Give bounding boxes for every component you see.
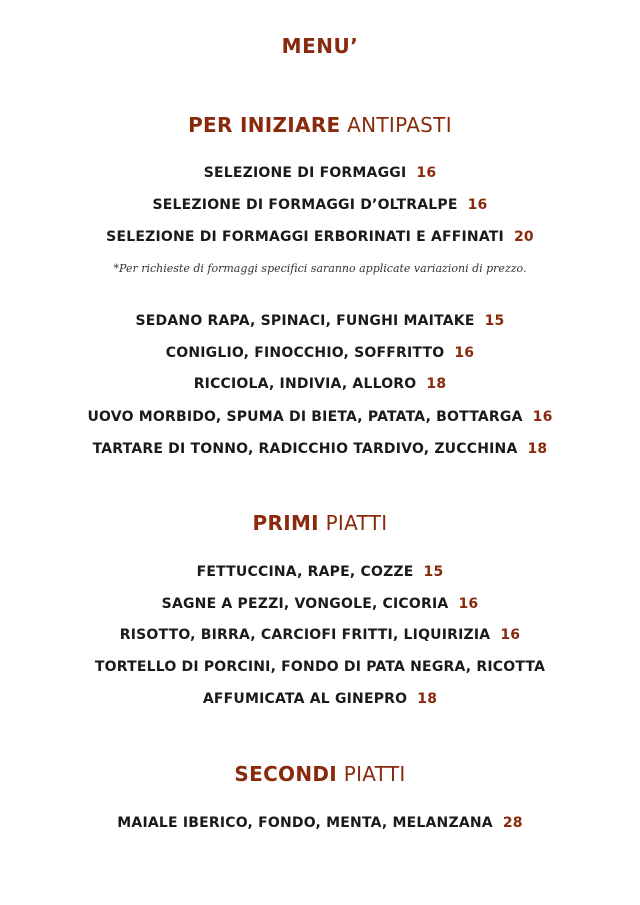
item-price: 18 [426, 376, 447, 392]
section-title-bold: SECONDI [234, 762, 338, 786]
menu-item [0, 409, 640, 425]
item-name: UOVO MORBIDO, SPUMA DI BIETA, PATATA, BOTTARGA [87, 409, 523, 425]
item-name: AFFUMICATA AL GINEPRO [202, 691, 408, 707]
item-price: 20 [513, 229, 534, 245]
item-name: MAIALE IBERICO, FONDO, MENTA, MELANZANA [117, 815, 493, 831]
section-title-light: PIATTI [325, 511, 388, 535]
cheese-note: *Per richieste di formaggi specifici saranno applicate variazioni di prezzo. [113, 262, 527, 275]
menu-item [0, 313, 640, 329]
section-title-bold: PER INIZIARE [188, 113, 341, 137]
menu-item [0, 197, 640, 213]
item-name: CONIGLIO, FINOCCHIO, SOFFRITTO [165, 345, 445, 361]
item-price: 15 [484, 313, 505, 329]
item-price: 16 [500, 627, 521, 643]
menu-item [0, 815, 640, 831]
item-price: 16 [458, 596, 479, 612]
item-name: TORTELLO DI PORCINI, FONDO DI PATA NEGRA, RICOTTA [94, 659, 546, 675]
section-title-light: PIATTI [343, 762, 406, 786]
menu-item [0, 564, 640, 580]
menu-item [0, 165, 640, 181]
item-price: 15 [423, 564, 444, 580]
item-name: SAGNE A PEZZI, VONGOLE, CICORIA [161, 596, 449, 612]
item-name: SELEZIONE DI FORMAGGI ERBORINATI E AFFINATI [106, 229, 504, 245]
menu-item [0, 441, 640, 457]
menu-title: MENU’ [281, 34, 359, 58]
item-price: 18 [527, 441, 548, 457]
section-title-secondi [0, 762, 640, 786]
section-title-light: ANTIPASTI [347, 113, 452, 137]
section-title-antipasti [0, 113, 640, 137]
item-name: TARTARE DI TONNO, RADICCHIO TARDIVO, ZUCCHINA [92, 441, 518, 457]
item-price: 18 [417, 691, 438, 707]
item-name: FETTUCCINA, RAPE, COZZE [196, 564, 414, 580]
item-price: 16 [416, 165, 437, 181]
item-price: 16 [454, 345, 475, 361]
item-name: SELEZIONE DI FORMAGGI D’OLTRALPE [152, 197, 458, 213]
item-name: RISOTTO, BIRRA, CARCIOFI FRITTI, LIQUIRIZIA [119, 627, 491, 643]
menu-item [0, 659, 640, 675]
item-name: SEDANO RAPA, SPINACI, FUNGHI MAITAKE [135, 313, 475, 329]
item-name: SELEZIONE DI FORMAGGI [203, 165, 407, 181]
section-title-primi [0, 511, 640, 535]
menu-item [0, 229, 640, 245]
item-price: 16 [532, 409, 553, 425]
menu-item [0, 345, 640, 361]
menu-item [0, 691, 640, 707]
menu-item [0, 376, 640, 392]
menu-item [0, 627, 640, 643]
item-name: RICCIOLA, INDIVIA, ALLORO [193, 376, 417, 392]
item-price: 28 [502, 815, 523, 831]
item-price: 16 [467, 197, 488, 213]
menu-item [0, 596, 640, 612]
section-title-bold: PRIMI [252, 511, 319, 535]
